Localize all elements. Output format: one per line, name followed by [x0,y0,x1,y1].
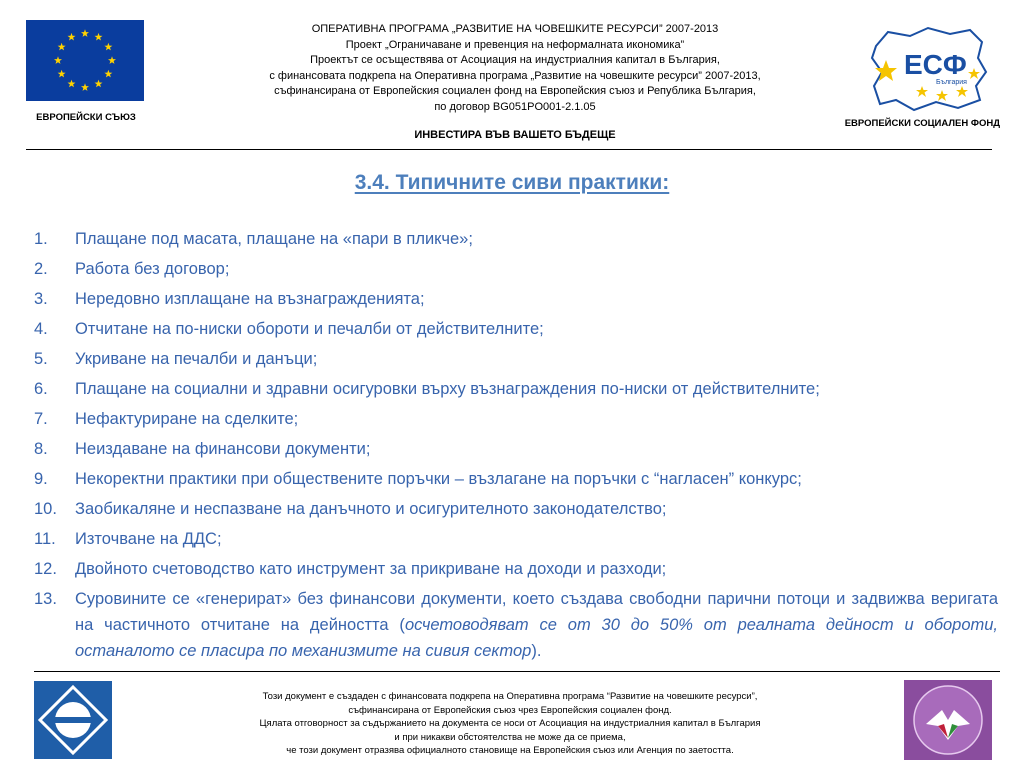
list-item-text: Заобикаляне и неспазване на данъчното и осигурителното законодателство; [75,500,667,518]
eu-star-icon [104,70,112,78]
list-item-number: 5. [34,350,48,368]
list-item-text: Двойното счетоводство като инструмент за прикриване на доходи и разходи; [75,560,667,578]
eu-star-icon [81,83,89,91]
list-item-text: Некоректни практики при обществените поръчки – възлагане на поръчки с “нагласен” конкурс; [75,470,802,488]
esf-logo-text: ЕСФ [904,49,967,80]
eu-star-icon [81,29,89,37]
list-item-text: Отчитане на по-ниски обороти и печалби от действителните; [75,320,544,338]
header-divider [26,149,992,150]
list-item-number: 1. [34,230,48,248]
list-item-text: Плащане под масата, плащане на «пари в пликче»; [75,230,473,248]
list-item [34,284,998,314]
footer-divider [34,671,1000,672]
list-item-number: 4. [34,320,48,338]
footer-line: съфинансирана от Европейския съюз чрез Европейския социален фонд. [348,704,672,716]
list-item-number: 6. [34,380,48,398]
list-item [34,584,998,664]
list-item [34,314,998,344]
list-item-number: 2. [34,260,48,278]
eu-star-icon [68,80,76,88]
eu-star-icon [58,43,66,51]
practices-list [34,224,998,664]
esf-logo-icon [866,24,992,112]
list-item-number: 10. [34,500,57,518]
list-item [34,554,998,584]
footer-line: Този документ е създаден с финансовата подкрепа на Оперативна програма “Развитие на човешките ресурси”, [262,691,758,702]
eu-star-icon [108,56,116,64]
eu-star-icon [58,70,66,78]
list-item-number: 9. [34,470,48,488]
list-item-text [75,586,998,664]
list-item-text: Неиздаване на финансови документи; [75,440,371,458]
header-text [200,22,830,115]
header-line: съфинансирана от Европейския социален фонд на Европейския съюз и Република България, [274,85,756,97]
eu-star-icon [95,33,103,41]
list-item [34,374,998,404]
list-item-number: 3. [34,290,48,308]
footer-line: и при никакви обстоятелства не може да се приема, [394,731,626,743]
list-item [34,404,998,434]
footer-line: Цялата отговорност за съдържанието на документа се носи от Асоциация на индустриалния капитал в България [259,718,761,729]
footer-disclaimer [160,690,860,758]
eu-star-icon [104,43,112,51]
eu-flag-icon [26,20,144,101]
header-line: по договор BG051PO001-2.1.05 [434,100,596,113]
list-item [34,254,998,284]
header-line: с финансовата подкрепа на Оперативна програма „Развитие на човешките ресурси” 2007-2013, [269,69,761,82]
aikb-bar-shape [55,717,91,723]
list-item [34,434,998,464]
list-item-number: 12. [34,560,57,578]
list-item [34,494,998,524]
eu-stars-icon [26,20,144,101]
list-item [34,524,998,554]
eu-label: ЕВРОПЕЙСКИ СЪЮЗ [36,112,136,123]
list-item [34,344,998,374]
list-item-number: 7. [34,410,48,428]
aikb-logo-icon [34,681,112,759]
esf-label: ЕВРОПЕЙСКИ СОЦИАЛЕН ФОНД [844,118,1000,129]
list-item-text: Плащане на социални и здравни осигуровки върху възнаграждения по-ниски от действителните; [75,380,820,398]
list-item-text: Работа без договор; [75,260,230,278]
list-item-number: 11. [34,530,56,548]
header-line: ОПЕРАТИВНА ПРОГРАМА „РАЗВИТИЕ НА ЧОВЕШКИТЕ РЕСУРСИ” 2007-2013 [311,23,719,35]
trade-union-logo-icon [904,680,992,760]
header-line: Проектът се осъществява от Асоциация на индустриалния капитал в България, [310,54,720,66]
list-item [34,224,998,254]
list-item-text: Източване на ДДС; [75,530,222,548]
list-item-text-italic: осчетоводяват се от 30 до 50% от реалната дейност и обороти, останалото се пласира по механизмите на сивия сектор [75,616,999,660]
list-item-number: 8. [34,440,48,458]
list-item-text: Укриване на печалби и данъци; [75,350,318,368]
list-item-text: Нередовно изплащане на възнагражденията; [75,290,425,308]
list-item-text-main: Суровините се «генерират» без финансови документи, което създава свободни парични потоци и задвижва веригата на частичното отчитане на дейността ( [75,590,998,634]
header-slogan: ИНВЕСТИРА ВЪВ ВАШЕТО БЪДЕЩЕ [414,129,616,141]
header-line: Проект „Ограничаване и превенция на неформалната икономика” [345,38,685,51]
eu-star-icon [95,80,103,88]
eu-star-icon [68,33,76,41]
list-item-number: 13. [34,590,57,608]
list-item-text: Нефактуриране на сделките; [75,410,299,428]
list-item [34,464,998,494]
footer-line: че този документ отразява официалното становище на Европейския съюз или Агенция по заетостта. [286,745,734,756]
slide-title: 3.4. Типичните сиви практики: [354,171,670,194]
eu-star-icon [54,56,62,64]
list-item-text-tail: ). [531,642,542,660]
esf-logo-subtext: България [936,79,967,86]
